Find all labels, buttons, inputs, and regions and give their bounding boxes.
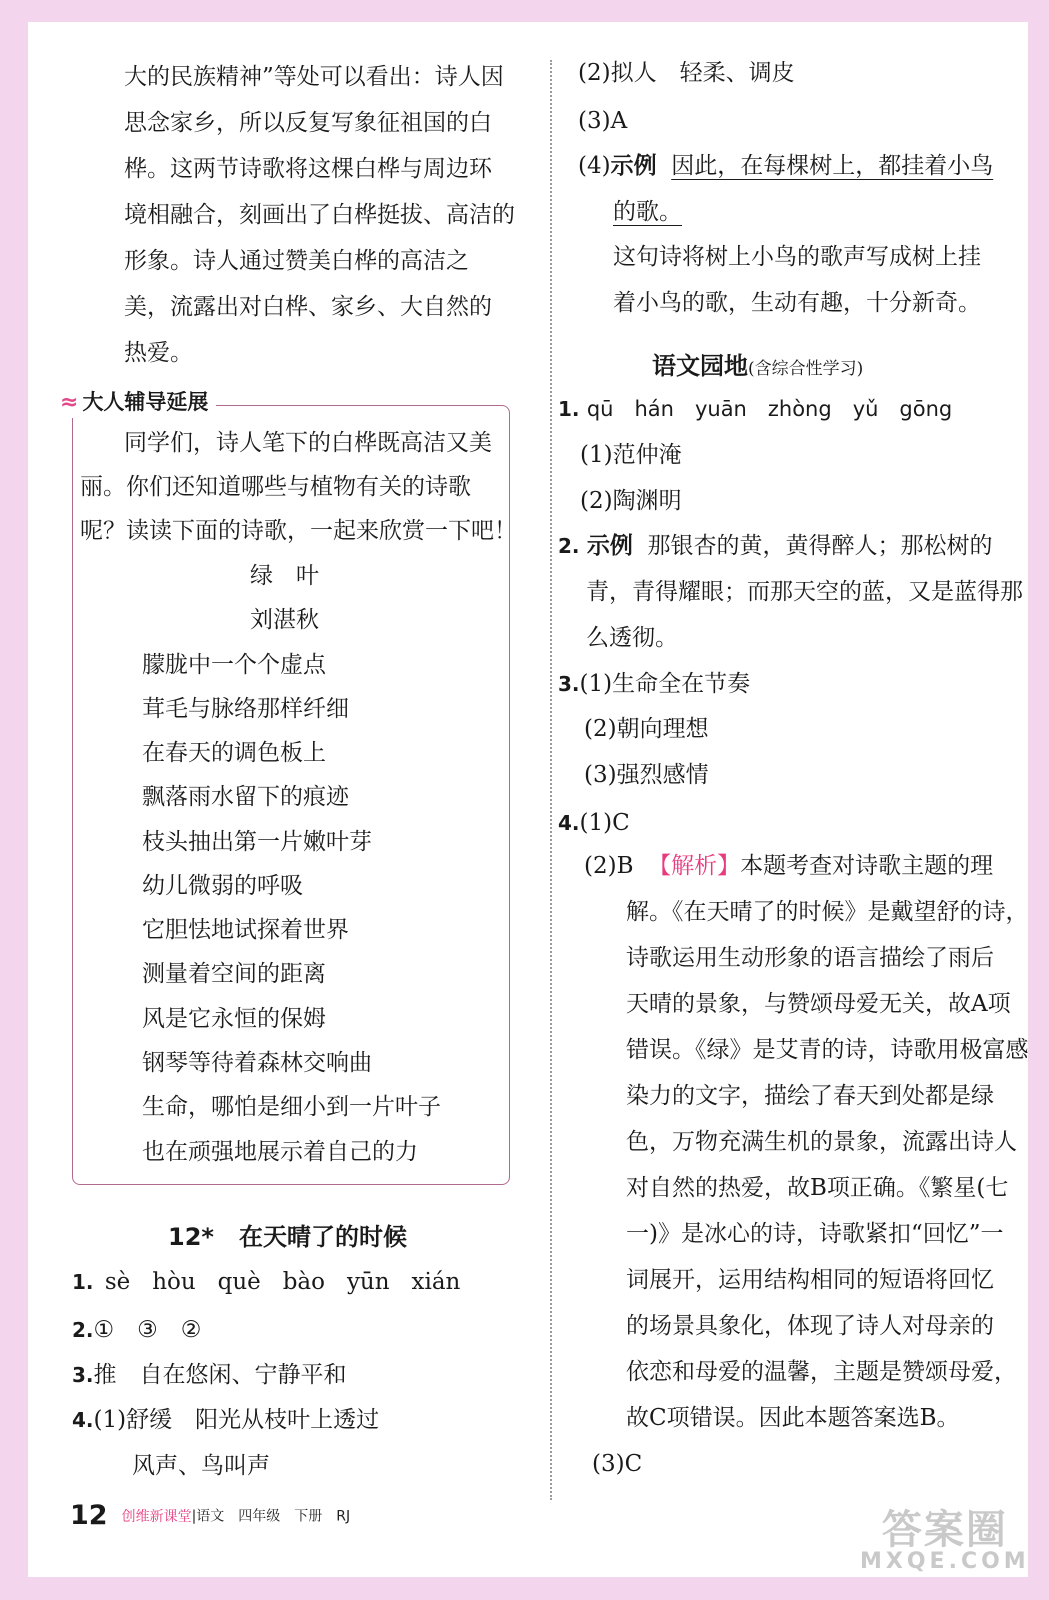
analysis-line: 天晴的景象，与赞颂母爱无关，故A项 [626, 991, 1011, 1017]
page-number: 12 [70, 1500, 108, 1531]
answer-text: 风声、鸟叫声 [132, 1453, 270, 1479]
underlined-sentence [613, 197, 682, 227]
lesson-q1 [72, 1267, 460, 1297]
poem-line: 茸毛与脉络那样纤细 [142, 696, 349, 722]
answer-text: 么透彻。 [586, 625, 678, 651]
lesson-heading [168, 1217, 407, 1252]
poem-line: 朦胧中一个个虚点 [142, 652, 326, 678]
lesson-number: 12* [168, 1223, 214, 1251]
left-text-line: 桦。这两节诗歌将这棵白桦与周边环 [124, 156, 492, 182]
pinyin-answer: qū hán yuān zhòng yǔ gōng [586, 397, 953, 421]
column-divider [550, 60, 552, 1500]
question-number: 4. [72, 1408, 94, 1432]
analysis-line: 解。《在天晴了的时候》是戴望舒的诗， [626, 899, 1029, 925]
lesson-q3 [72, 1360, 347, 1390]
analysis-line: 对自然的热爱，故B项正确。《繁星(七 [626, 1175, 1009, 1201]
lesson-q2 [72, 1315, 201, 1345]
wave-icon: ≈ [60, 390, 79, 415]
question-number: 3. [558, 672, 580, 696]
analysis-line: 词展开，运用结构相同的短语将回忆 [626, 1267, 994, 1293]
explanation-line: 这句诗将树上小鸟的歌声写成树上挂 [613, 244, 981, 270]
extension-header [60, 386, 216, 418]
poem-line: 它胆怯地试探着世界 [142, 917, 349, 943]
question-number: 3. [72, 1363, 94, 1387]
answer-text: (1)生命全在节奏 [579, 671, 751, 697]
analysis-line: 故C项错误。因此本题答案选B。 [626, 1405, 960, 1431]
answer-text: 青，青得耀眼；而那天空的蓝，又是蓝得那 [586, 579, 1023, 605]
answer-text: (2)陶渊明 [580, 488, 682, 514]
analysis-line: 诗歌运用生动形象的语言描绘了雨后 [626, 945, 994, 971]
poem-line: 枝头抽出第一片嫩叶芽 [142, 829, 372, 855]
pinyin-answer: hòu [152, 1269, 196, 1295]
analysis-line: 错误。《绿》是艾青的诗，诗歌用极富感 [626, 1037, 1029, 1063]
page-footer [70, 1500, 350, 1531]
question-number: 1. [558, 397, 580, 421]
answer-text: (3)A [578, 108, 628, 134]
answer-text: (1)C [579, 810, 630, 836]
watermark-url: MXQE.COM [860, 1549, 1030, 1574]
answer-text: (2)朝向理想 [584, 716, 709, 742]
analysis-line: 色，万物充满生机的景象，流露出诗人 [626, 1129, 1017, 1155]
pinyin-answer: bào [282, 1269, 325, 1295]
answer-text: 推 自在悠闲、宁静平和 [93, 1362, 347, 1388]
pinyin-answer: xián [411, 1269, 461, 1295]
left-text-line: 大的民族精神”等处可以看出：诗人因 [124, 64, 504, 90]
answer-text: (1)范仲淹 [580, 442, 682, 468]
poem-line: 生命，哪怕是细小到一片叶子 [142, 1094, 441, 1120]
analysis-first-line [584, 851, 993, 881]
analysis-text: 本题考查对诗歌主题的理 [740, 853, 994, 879]
extension-intro-line: 丽。你们还知道哪些与植物有关的诗歌 [80, 474, 471, 500]
poem-line: 风是它永恒的保姆 [142, 1006, 326, 1032]
answer-text: (3)强烈感情 [584, 762, 709, 788]
question-number: 4. [558, 811, 580, 835]
answer-text: (2)拟人 轻柔、调皮 [578, 60, 795, 86]
poem-title: 绿 叶 [250, 563, 319, 589]
answer-text: 那银杏的黄，黄得醉人；那松树的 [647, 533, 993, 559]
question-number: 2. [558, 534, 580, 558]
explanation-line: 着小鸟的歌，生动有趣，十分新奇。 [613, 290, 981, 316]
analysis-tag: 【解析】 [648, 853, 741, 879]
brand-name: 创维新课堂 [121, 1508, 192, 1525]
watermark-text: 答案圈 [881, 1507, 1008, 1553]
garden-title: 语文园地 [652, 352, 748, 380]
poem-line: 幼儿微弱的呼吸 [142, 873, 303, 899]
extension-intro-line: 呢？读读下面的诗歌，一起来欣赏一下吧！ [80, 518, 517, 544]
pinyin-answer: yūn [346, 1269, 390, 1295]
example-label: 示例 [610, 153, 657, 179]
garden-q4 [558, 808, 630, 838]
analysis-line: 一)》是冰心的诗，诗歌紧扣“回忆”一 [626, 1221, 1004, 1247]
example-label: 示例 [586, 533, 633, 559]
poem-line: 也在顽强地展示着自己的力 [142, 1139, 418, 1165]
garden-q1 [558, 394, 952, 424]
answer-text: (3)C [592, 1451, 643, 1477]
analysis-line: 染力的文字，描绘了春天到处都是绿 [626, 1083, 994, 1109]
example-answer [578, 151, 993, 181]
answer-prefix: (2)B [584, 853, 634, 879]
garden-heading [652, 346, 863, 381]
underlined-sentence: 因此，在每棵树上，都挂着小鸟 [671, 153, 994, 179]
question-number: 1. [72, 1270, 94, 1294]
left-text-line: 形象。诗人通过赞美白桦的高洁之 [124, 248, 469, 274]
poem-line: 飘落雨水留下的痕迹 [142, 784, 349, 810]
garden-q3 [558, 669, 750, 699]
underlined-sentence-end: 的歌。 [613, 199, 682, 225]
book-info: |语文 四年级 下册 RJ [191, 1508, 351, 1525]
extension-intro-line: 同学们，诗人笔下的白桦既高洁又美 [124, 430, 492, 456]
question-number: 2. [72, 1318, 94, 1342]
extension-title: 大人辅导延展 [82, 390, 209, 414]
pinyin-answer: què [217, 1269, 261, 1295]
garden-q2 [558, 531, 992, 561]
poem-author: 刘湛秋 [250, 607, 319, 633]
garden-subtitle: (含综合性学习) [748, 359, 864, 379]
answer-prefix: (4) [578, 153, 611, 179]
watermark [860, 1498, 1030, 1574]
left-text-line: 思念家乡，所以反复写象征祖国的白 [124, 110, 492, 136]
left-text-line: 境相融合，刻画出了白桦挺拔、高洁的 [124, 202, 515, 228]
poem-line: 在春天的调色板上 [142, 740, 326, 766]
left-text-line: 热爱。 [124, 340, 193, 366]
analysis-line: 依恋和母爱的温馨，主题是赞颂母爱， [626, 1359, 1017, 1385]
lesson-title: 在天晴了的时候 [239, 1223, 408, 1251]
poem-line: 测量着空间的距离 [142, 961, 326, 987]
answer-text: ① ③ ② [93, 1317, 202, 1343]
analysis-line: 的场景具象化，体现了诗人对母亲的 [626, 1313, 994, 1339]
poem-line: 钢琴等待着森林交响曲 [142, 1050, 372, 1076]
pinyin-answer: sè [104, 1269, 131, 1295]
left-text-line: 美，流露出对白桦、家乡、大自然的 [124, 294, 492, 320]
lesson-q4 [72, 1405, 379, 1435]
answer-text: (1)舒缓 阳光从枝叶上透过 [93, 1407, 380, 1433]
